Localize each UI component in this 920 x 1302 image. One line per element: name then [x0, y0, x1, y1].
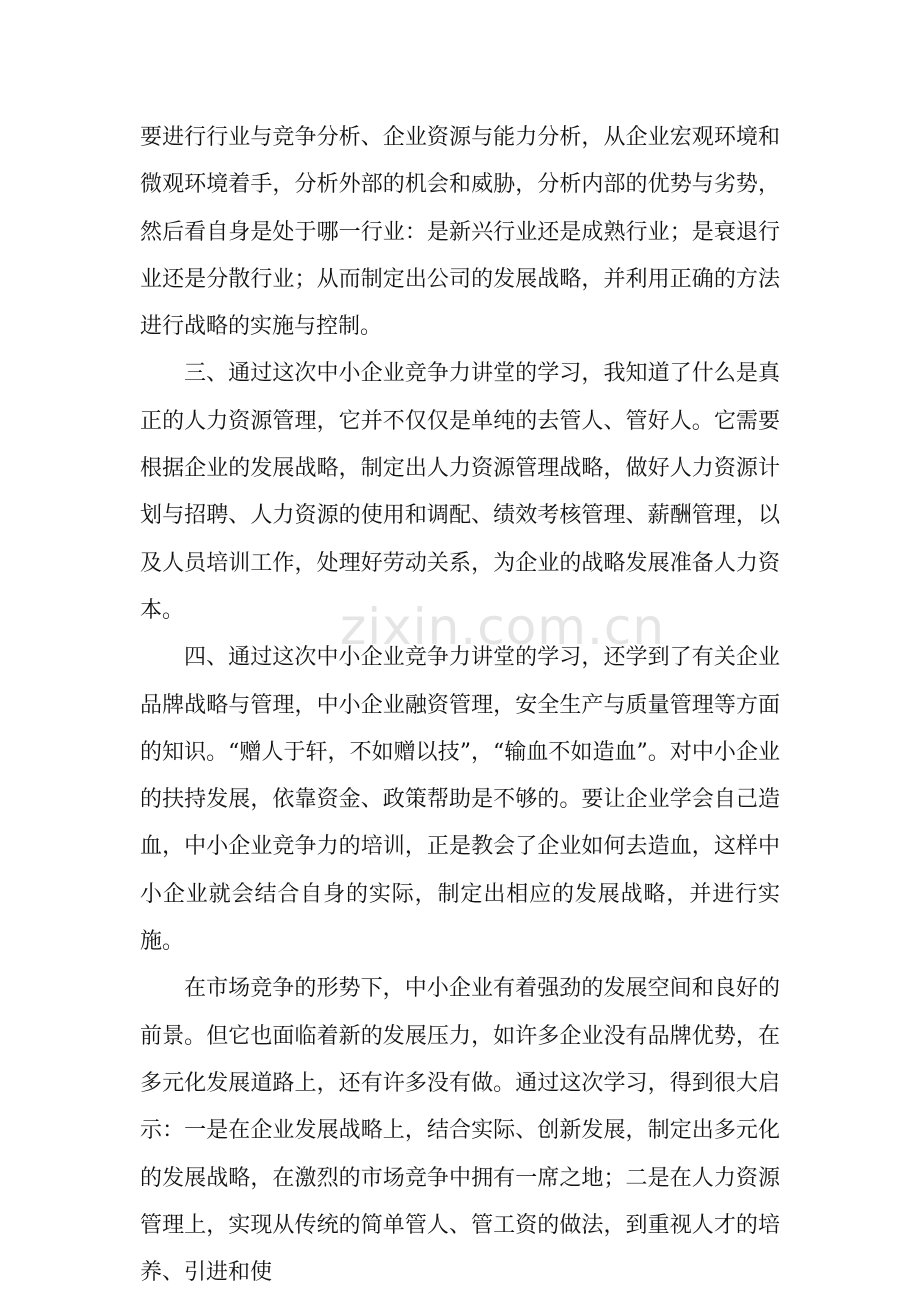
document-body: [140, 114, 780, 1296]
paragraph-3: 四、通过这次中小企业竞争力讲堂的学习，还学到了有关企业品牌战略与管理，中小企业融资管理，安全生产与质量管理等方面的知识。“赠人于轩，不如赠以技”，“输血不如造血”。对中小企业的扶持发展，依靠资金、政策帮助是不够的。要让企业学会自己造血，中小企业竞争力的培训，正是教会了企业如何去造血，这样中小企业就会结合自身的实际，制定出相应的发展战略，并进行实施。: [140, 645, 780, 955]
paragraph-1: 要进行行业与竞争分析、企业资源与能力分析，从企业宏观环境和微观环境着手，分析外部的机会和威胁，分析内部的优势与劣势，然后看自身是处于哪一行业：是新兴行业还是成熟行业；是衰退行业还是分散行业；从而制定出公司的发展战略，并利用正确的方法进行战略的实施与控制。: [140, 125, 780, 340]
paragraph-4: 在市场竞争的形势下，中小企业有着强劲的发展空间和良好的前景。但它也面临着新的发展压力，如许多企业没有品牌优势，在多元化发展道路上，还有许多没有做。通过这次学习，得到很大启示：一是在企业发展战略上，结合实际、创新发展，制定出多元化的发展战略，在激烈的市场竞争中拥有一席之地；二是在人力资源管理上，实现从传统的简单管人、管工资的做法，到重视人才的培养、引进和使: [140, 976, 780, 1286]
watermark: zixin.com.cn: [340, 598, 666, 656]
paragraph-2: 三、通过这次中小企业竞争力讲堂的学习，我知道了什么是真正的人力资源管理，它并不仅仅是单纯的去管人、管好人。它需要根据企业的发展战略，制定出人力资源管理战略，做好人力资源计划与招聘、人力资源的使用和调配、绩效考核管理、薪酬管理，以及人员培训工作，处理好劳动关系，为企业的战略发展准备人力资本。: [140, 361, 780, 623]
